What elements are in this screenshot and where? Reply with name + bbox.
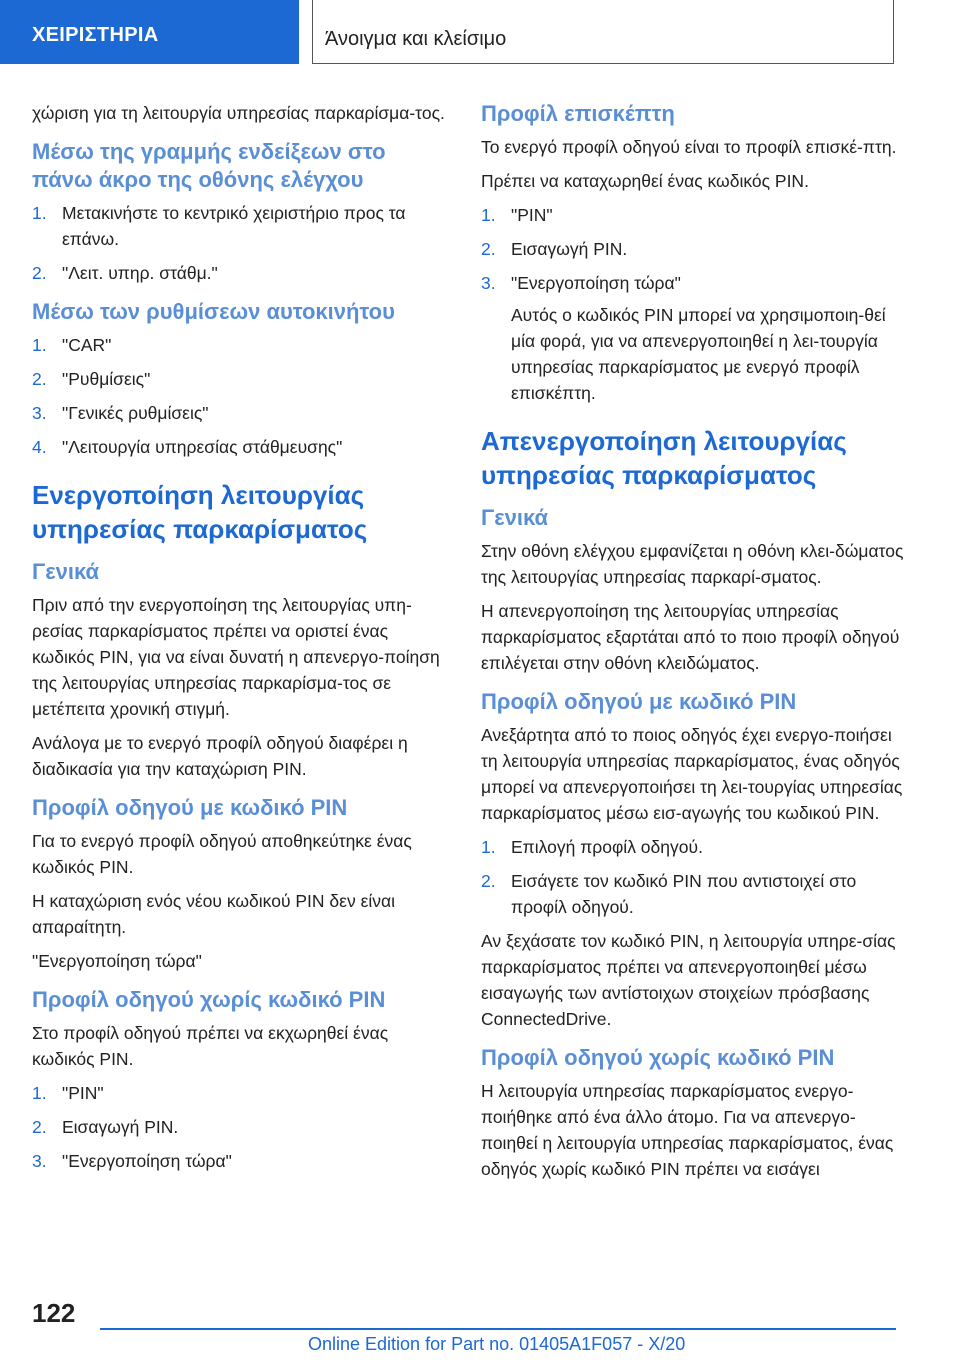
list-item: 1. "PIN" bbox=[32, 1083, 104, 1103]
list-item: 1. Επιλογή προφίλ οδηγού. bbox=[481, 837, 703, 857]
list-item: 2. Εισαγωγή PIN. bbox=[32, 1117, 179, 1137]
heading-deactivate-valet: Απενεργοποίηση λειτουργίας υπηρεσίας παρκαρίσματος bbox=[481, 426, 847, 490]
list-item: 4. "Λειτουργία υπηρεσίας στάθμευσης" bbox=[32, 437, 343, 457]
header-section-title: ΧΕΙΡΙΣΤΗΡΙΑ bbox=[32, 24, 159, 46]
heading-guest-profile: Προφίλ επισκέπτη bbox=[481, 101, 675, 126]
heading-control-display-bar: Μέσω της γραμμής ενδείξεων στο πάνω άκρο της οθόνης ελέγχου bbox=[32, 139, 386, 192]
pin-paragraph-2: Η καταχώριση ενός νέου κωδικού PIN δεν είναι απαραίτητη. bbox=[32, 891, 396, 937]
heading-general: Γενικά bbox=[481, 505, 549, 530]
heading-general: Γενικά bbox=[32, 559, 100, 584]
pin-paragraph-3: "Ενεργοποίηση τώρα" bbox=[32, 951, 202, 971]
left-column bbox=[32, 100, 452, 1182]
heading-profile-without-pin: Προφίλ οδηγού χωρίς κωδικό PIN bbox=[481, 1045, 835, 1070]
list-item: 2. "Λειτ. υπηρ. στάθμ." bbox=[32, 263, 218, 283]
steps-profile-without-pin bbox=[32, 1080, 452, 1174]
heading-profile-with-pin: Προφίλ οδηγού με κωδικό PIN bbox=[481, 689, 797, 714]
list-item: 1. Μετακινήστε το κεντρικό χειριστήριο προς τα επάνω. bbox=[32, 203, 406, 249]
guest-note: Αυτός ο κωδικός PIN μπορεί να χρησιμοποιη-θεί μία φορά, για να απενεργοποιηθεί η λει-τουργία υπηρεσίας παρκαρίσματος με ενεργό προφίλ επισκέπτη. bbox=[511, 305, 886, 403]
steps-guest-profile bbox=[481, 202, 911, 406]
pin-paragraph-1: Για το ενεργό προφίλ οδηγού αποθηκεύτηκε ένας κωδικός PIN. bbox=[32, 831, 412, 877]
list-item: 1. "PIN" bbox=[481, 205, 553, 225]
list-item: 2. Εισαγωγή PIN. bbox=[481, 239, 628, 259]
list-item: 3. "Γενικές ρυθμίσεις" bbox=[32, 403, 209, 423]
deactivate-pin-paragraph-1: Ανεξάρτητα από το ποιος οδηγός έχει ενεργο-ποιήσει τη λειτουργία υπηρεσίας παρκαρίσματος, ένας οδηγός μπορεί να απενεργοποιήσει τη λει-τουργίας υπηρεσίας παρκαρίσματος μέσω εισ-αγωγής του κωδικού PIN. bbox=[481, 725, 903, 823]
intro-text: χώριση για τη λειτουργία υπηρεσίας παρκαρίσμα-τος. bbox=[32, 103, 445, 123]
edition-footer: Online Edition for Part no. 01405A1F057 - X/20 bbox=[308, 1334, 686, 1354]
heading-vehicle-settings: Μέσω των ρυθμίσεων αυτοκινήτου bbox=[32, 299, 395, 324]
steps-vehicle-settings bbox=[32, 332, 452, 460]
steps-control-display-bar bbox=[32, 200, 452, 286]
list-item: 1. "CAR" bbox=[32, 335, 112, 355]
guest-paragraph-1: Το ενεργό προφίλ οδηγού είναι το προφίλ επισκέ-πτη. bbox=[481, 137, 897, 157]
list-item: 3. "Ενεργοποίηση τώρα" bbox=[32, 1151, 232, 1171]
steps-deactivate-with-pin bbox=[481, 834, 911, 920]
list-item: 3. "Ενεργοποίηση τώρα" Αυτός ο κωδικός PIN μπορεί να χρησιμοποιη-θεί μία φορά, για να απενεργοποιηθεί η λει-τουργία υπηρεσίας παρκαρίσματος με ενεργό προφίλ επισκέπτη. bbox=[481, 270, 911, 406]
deactivate-nopin-paragraph: Η λειτουργία υπηρεσίας παρκαρίσματος ενεργο-ποιήθηκε από ένα άλλο άτομο. Για να απενεργο-ποιηθεί η λειτουργία υπηρεσίας παρκαρίσματος, ένας οδηγός χωρίς κωδικό PIN πρέπει να εισάγει bbox=[481, 1081, 894, 1179]
heading-profile-with-pin: Προφίλ οδηγού με κωδικό PIN bbox=[32, 795, 348, 820]
deactivate-general-paragraph-1: Στην οθόνη ελέγχου εμφανίζεται η οθόνη κλει-δώματος της λειτουργίας υπηρεσίας παρκαρί-σματος. bbox=[481, 541, 904, 587]
page-number: 122 bbox=[32, 1298, 76, 1328]
header-section-tab bbox=[0, 0, 299, 64]
list-item: 2. Εισάγετε τον κωδικό PIN που αντιστοιχεί στο προφίλ οδηγού. bbox=[481, 871, 857, 917]
deactivate-general-paragraph-2: Η απενεργοποίηση της λειτουργίας υπηρεσίας παρκαρίσματος εξαρτάται από το ποιο προφίλ οδηγού επιλέγεται στην οθόνη κλειδώματος. bbox=[481, 601, 900, 673]
deactivate-pin-paragraph-2: Αν ξεχάσατε τον κωδικό PIN, η λειτουργία υπηρε-σίας παρκαρίσματος πρέπει να απενεργοποιηθεί μέσω εισαγωγής των αντίστοιχων στοιχείων πρόσβασης ConnectedDrive. bbox=[481, 931, 896, 1029]
header-chapter-title: Άνοιγμα και κλείσιμο bbox=[325, 28, 507, 50]
general-paragraph-2: Ανάλογα με το ενεργό προφίλ οδηγού διαφέρει η διαδικασία για την καταχώριση PIN. bbox=[32, 733, 408, 779]
list-item: 2. "Ρυθμίσεις" bbox=[32, 369, 151, 389]
guest-paragraph-2: Πρέπει να καταχωρηθεί ένας κωδικός PIN. bbox=[481, 171, 809, 191]
right-column bbox=[481, 100, 911, 1190]
general-paragraph-1: Πριν από την ενεργοποίηση της λειτουργίας υπη-ρεσίας παρκαρίσματος πρέπει να οριστεί ένας κωδικός PIN, για να είναι δυνατή η απενεργο-ποίηση της λειτουργίας υπηρεσίας παρκαρίσμα-τος σε μετέπειτα χρονική στιγμή. bbox=[32, 595, 440, 719]
heading-profile-without-pin: Προφίλ οδηγού χωρίς κωδικό PIN bbox=[32, 987, 386, 1012]
nopin-paragraph: Στο προφίλ οδηγού πρέπει να εκχωρηθεί ένας κωδικός PIN. bbox=[32, 1023, 389, 1069]
footer-divider bbox=[100, 1328, 896, 1330]
header-chapter-box bbox=[312, 0, 894, 64]
heading-activate-valet: Ενεργοποίηση λειτουργίας υπηρεσίας παρκαρίσματος bbox=[32, 480, 368, 544]
